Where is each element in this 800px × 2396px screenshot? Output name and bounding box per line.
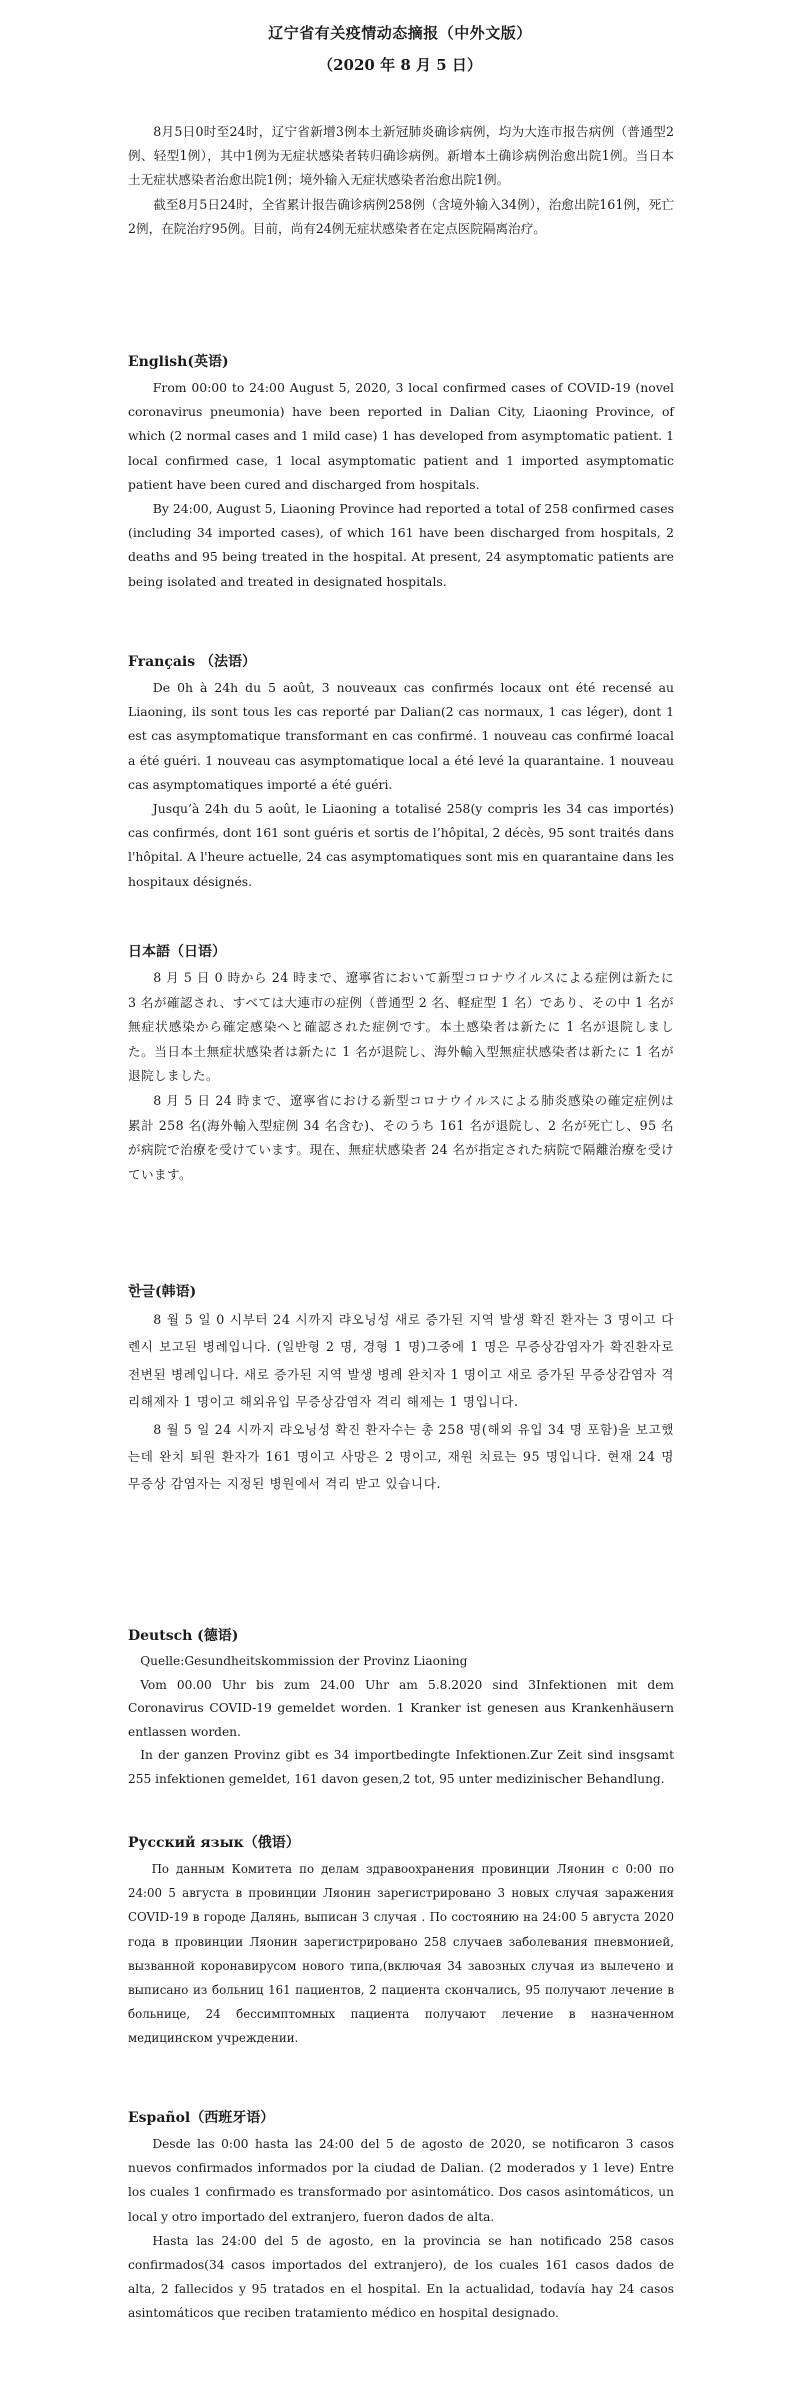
section-heading-english: English(英语)	[128, 354, 229, 370]
german-paragraph-1: Vom 00.00 Uhr bis zum 24.00 Uhr am 5.8.2020 sind 3Infektionen mit dem Coronavirus COVID-19 gemeldet worden. 1 Kranker ist genesen aus Krankenhäusern entlassen worden.	[128, 1677, 674, 1739]
chinese-paragraph-2: 截至8月5日24时，全省累计报告确诊病例258例（含境外输入34例），治愈出院161例，死亡2例，在院治疗95例。目前，尚有24例无症状感染者在定点医院隔离治疗。	[128, 196, 674, 236]
korean-paragraph-2: 8 월 5 일 24 시까지 랴오닝성 확진 환자수는 총 258 명(해외 유입 34 명 포함)을 보고했는데 완치 퇴원 환자가 161 명이고 사망은 2 명이고, 재원 치료는 95 명입니다. 현재 24 명 무증상 감염자는 지정된 병원에서 격리 받고 있습니다.	[128, 1421, 674, 1492]
section-heading-french: Français （法语）	[128, 654, 256, 670]
section-heading-korean: 한글(韩语)	[128, 1284, 197, 1300]
document-header	[0, 20, 800, 78]
section-chinese	[128, 120, 674, 241]
section-heading-russian: Русский язык（俄语）	[128, 1835, 300, 1851]
section-russian	[128, 1833, 674, 2051]
chinese-paragraph-1: 8月5日0时至24时，辽宁省新增3例本土新冠肺炎确诊病例，均为大连市报告病例（普通型2例、轻型1例），其中1例为无症状感染者转归确诊病例。新增本土确诊病例治愈出院1例。当日本土无症状感染者治愈出院1例；境外输入无症状感染者治愈出院1例。	[128, 124, 674, 188]
section-spanish	[128, 2108, 674, 2326]
japanese-paragraph-2: 8 月 5 日 24 時まで、遼寧省における新型コロナウイルスによる肺炎感染の確定症例は累計 258 名(海外輸入型症例 34 名含む)、そのうち 161 名が退院し、2 名が死亡し、95 名が病院で治療を受けています。現在、無症状感染者 24 名が指定された病院で隔離治療を受けています。	[128, 1092, 674, 1182]
spanish-paragraph-2: Hasta las 24:00 del 5 de agosto, en la provincia se han notificado 258 casos confirmados(34 casos importados del extranjero), de los cuales 161 casos dados de alta, 2 fallecidos y 95 tratados en el hospital. En la actualidad, todavía hay 24 casos asintomáticos que reciben tratamiento médico en hospital designado.	[128, 2233, 674, 2321]
english-paragraph-1: From 00:00 to 24:00 August 5, 2020, 3 local confirmed cases of COVID-19 (novel coronavirus pneumonia) have been reported in Dalian City, Liaoning Province, of which (2 normal cases and 1 mild case) 1 has developed from asymptomatic patient. 1 local confirmed case, 1 local asymptomatic patient and 1 imported asymptomatic patient have been cured and discharged from hospitals.	[128, 380, 674, 492]
document-title: 辽宁省有关疫情动态摘报（中外文版）	[268, 24, 532, 42]
french-paragraph-2: Jusqu’à 24h du 5 août, le Liaoning a totalisé 258(y compris les 34 cas importés) cas confirmés, dont 161 sont guéris et sortis de l’hôpital, 2 décès, 95 sont traités dans l'hôpital. A l'heure actuelle, 24 cas asymptomatiques sont mis en quarantaine dans les hospitaux désignés.	[128, 801, 674, 889]
section-heading-japanese: 日本語（日语）	[128, 944, 226, 960]
english-paragraph-2: By 24:00, August 5, Liaoning Province had reported a total of 258 confirmed cases (including 34 imported cases), of which 161 have been discharged from hospitals, 2 deaths and 95 being treated in the hospital. At present, 24 asymptomatic patients are being isolated and treated in designated hospitals.	[128, 501, 674, 589]
korean-paragraph-1: 8 월 5 일 0 시부터 24 시까지 랴오닝성 새로 증가된 지역 발생 확진 환자는 3 명이고 다롄시 보고된 병례입니다. (일반형 2 명, 경형 1 명)그중에 1 명은 무증상감염자가 확진환자로 전변된 병례입니다. 새로 증가된 지역 발생 병례 완치자 1 명이고 새로 증가된 무증상감염자 격리해제자 1 명이고 해외유입 무증상감염자 격리 해제는 1 명입니다.	[128, 1312, 674, 1410]
french-paragraph-1: De 0h à 24h du 5 août, 3 nouveaux cas confirmés locaux ont été recensé au Liaoning, ils sont tous les cas reporté par Dalian(2 cas normaux, 1 cas léger), dont 1 est cas asymptomatique transformant en cas confirmé. 1 nouveau cas confirmé loacal a été guéri. 1 nouveau cas asymptomatique local a été levé la quarantaine. 1 nouveau cas asymptomatiques importé a été guéri.	[128, 680, 674, 792]
section-japanese	[128, 942, 674, 1187]
german-source-line: Quelle:Gesundheitskommission der Provinz Liaoning	[140, 1654, 468, 1668]
section-german	[128, 1626, 674, 1792]
spanish-paragraph-1: Desde las 0:00 hasta las 24:00 del 5 de agosto de 2020, se notificaron 3 casos nuevos confirmados informados por la ciudad de Dalian. (2 moderados y 1 leve) Entre los cuales 1 confirmado es transformado por asintomático. Dos casos asintomáticos, un local y otro importado del extranjero, fueron dados de alta.	[128, 2137, 674, 2224]
german-paragraph-2: In der ganzen Provinz gibt es 34 importbedingte Infektionen.Zur Zeit sind insgsamt 255 infektionen gemeldet, 161 davon gesen,2 tot, 95 unter medizinischer Behandlung.	[128, 1748, 674, 1786]
russian-paragraph-1: По данным Комитета по делам здравоохранения провинции Ляонин с 0:00 по 24:00 5 августа в провинции Ляонин зарегистрировано 3 новых случая заражения COVID-19 в городе Далянь, выписан 3 случая . По состоянию на 24:00 5 августа 2020 года в провинции Ляонин зарегистрировано 258 случаев заболевания пневмонией, вызванной коронавирусом нового типа,(включая 34 завозных случая из вылечено и выписано из больниц 161 пациентов, 2 пациента скончались, 95 получают лечение в больнице, 24 бессимптомных пациента получают лечение в назначенном медицинском учреждении.	[128, 1862, 674, 2046]
section-french	[128, 652, 674, 894]
section-heading-german: Deutsch (德语)	[128, 1628, 239, 1644]
japanese-paragraph-1: 8 月 5 日 0 時から 24 時まで、遼寧省において新型コロナウイルスによる症例は新たに 3 名が確認され、すべては大連市の症例（普通型 2 名、軽症型 1 名）であり、その中 1 名が無症状感染から確定感染へと確認された症例です。本土感染者は新たに 1 名が退院しました。当日本土無症状感染者は新たに 1 名が退院し、海外輸入型無症状感染者は新たに 1 名が退院しました。	[128, 970, 674, 1084]
section-english	[128, 352, 674, 594]
section-heading-spanish: Español（西班牙语）	[128, 2110, 275, 2126]
section-korean	[128, 1282, 674, 1498]
document-date: （2020 年 8 月 5 日）	[318, 56, 482, 74]
